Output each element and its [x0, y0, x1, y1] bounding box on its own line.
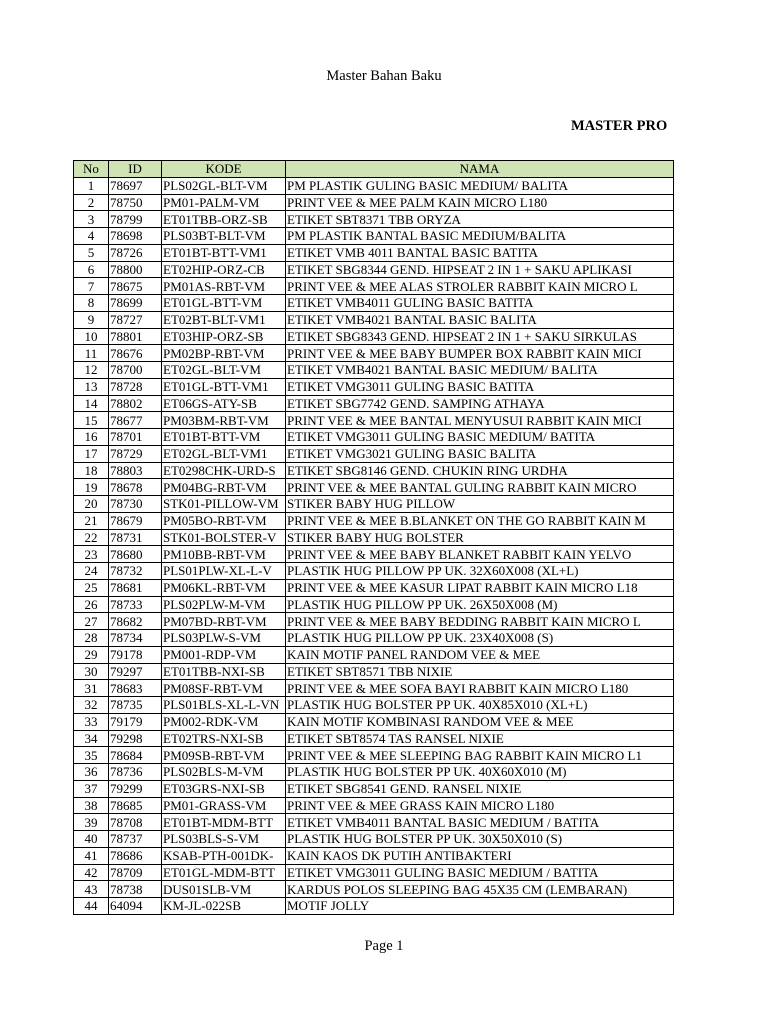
table-row — [74, 680, 674, 697]
cell-id: 78682 — [109, 613, 162, 630]
cell-nama: ETIKET VMG3011 GULING BASIC BATITA — [286, 378, 674, 395]
table-row — [74, 194, 674, 211]
cell-kode: ET02GL-BLT-VM1 — [162, 445, 286, 462]
table-row — [74, 613, 674, 630]
cell-no: 4 — [74, 228, 109, 245]
cell-id: 78684 — [109, 747, 162, 764]
cell-kode: PLS01PLW-XL-L-V — [162, 563, 286, 580]
cell-id: 78802 — [109, 395, 162, 412]
cell-nama: ETIKET VMB4011 GULING BASIC BATITA — [286, 295, 674, 312]
cell-id: 78699 — [109, 295, 162, 312]
cell-no: 19 — [74, 479, 109, 496]
cell-no: 12 — [74, 362, 109, 379]
table-row — [74, 412, 674, 429]
cell-id: 78799 — [109, 211, 162, 228]
cell-kode: PM06KL-RBT-VM — [162, 579, 286, 596]
cell-no: 36 — [74, 764, 109, 781]
cell-nama: PLASTIK HUG BOLSTER PP UK. 40X60X010 (M) — [286, 764, 674, 781]
cell-nama: ETIKET VMB4021 BANTAL BASIC BALITA — [286, 311, 674, 328]
cell-nama: PRINT VEE & MEE BABY BUMPER BOX RABBIT KAIN MICI — [286, 345, 674, 362]
cell-id: 78681 — [109, 579, 162, 596]
table-row — [74, 713, 674, 730]
table-row — [74, 496, 674, 513]
cell-no: 6 — [74, 261, 109, 278]
table-row — [74, 898, 674, 915]
table-row — [74, 228, 674, 245]
cell-no: 26 — [74, 596, 109, 613]
cell-id: 78750 — [109, 194, 162, 211]
table-row — [74, 579, 674, 596]
cell-kode: PLS03PLW-S-VM — [162, 630, 286, 647]
cell-kode: PM01-GRASS-VM — [162, 797, 286, 814]
cell-id: 64094 — [109, 898, 162, 915]
cell-no: 17 — [74, 445, 109, 462]
cell-nama: PLASTIK HUG BOLSTER PP UK. 40X85X010 (XL+L) — [286, 697, 674, 714]
cell-nama: ETIKET SBT8574 TAS RANSEL NIXIE — [286, 730, 674, 747]
cell-id: 79179 — [109, 713, 162, 730]
cell-nama: ETIKET SBG8344 GEND. HIPSEAT 2 IN 1 + SAKU APLIKASI — [286, 261, 674, 278]
table-row — [74, 177, 674, 194]
cell-id: 78738 — [109, 881, 162, 898]
cell-kode: PLS02BLS-M-VM — [162, 764, 286, 781]
cell-no: 29 — [74, 646, 109, 663]
cell-no: 42 — [74, 864, 109, 881]
cell-nama: ETIKET VMB4021 BANTAL BASIC MEDIUM/ BALITA — [286, 362, 674, 379]
cell-nama: ETIKET SBG8343 GEND. HIPSEAT 2 IN 1 + SAKU SIRKULAS — [286, 328, 674, 345]
cell-id: 78678 — [109, 479, 162, 496]
table-row — [74, 747, 674, 764]
cell-kode: PLS03BLS-S-VM — [162, 831, 286, 848]
table-row — [74, 211, 674, 228]
table-row — [74, 847, 674, 864]
cell-kode: STK01-PILLOW-VM — [162, 496, 286, 513]
cell-nama: PLASTIK HUG PILLOW PP UK. 32X60X008 (XL+L) — [286, 563, 674, 580]
cell-nama: PRINT VEE & MEE KASUR LIPAT RABBIT KAIN MICRO L18 — [286, 579, 674, 596]
cell-kode: PM02BP-RBT-VM — [162, 345, 286, 362]
cell-id: 78680 — [109, 546, 162, 563]
cell-no: 34 — [74, 730, 109, 747]
table-row — [74, 563, 674, 580]
header-no: No — [74, 161, 109, 178]
table-row — [74, 529, 674, 546]
cell-id: 78730 — [109, 496, 162, 513]
cell-id: 79298 — [109, 730, 162, 747]
master-table — [73, 160, 674, 915]
cell-no: 33 — [74, 713, 109, 730]
cell-no: 44 — [74, 898, 109, 915]
cell-kode: KM-JL-022SB — [162, 898, 286, 915]
table-row — [74, 512, 674, 529]
cell-nama: ETIKET VMG3021 GULING BASIC BALITA — [286, 445, 674, 462]
cell-no: 25 — [74, 579, 109, 596]
cell-id: 78677 — [109, 412, 162, 429]
cell-id: 78734 — [109, 630, 162, 647]
table-row — [74, 797, 674, 814]
cell-kode: ET01BT-BTT-VM1 — [162, 244, 286, 261]
cell-id: 78729 — [109, 445, 162, 462]
cell-id: 78728 — [109, 378, 162, 395]
cell-id: 79178 — [109, 646, 162, 663]
cell-id: 78679 — [109, 512, 162, 529]
cell-nama: PRINT VEE & MEE B.BLANKET ON THE GO RABBIT KAIN M — [286, 512, 674, 529]
cell-kode: ET02HIP-ORZ-CB — [162, 261, 286, 278]
cell-kode: PM07BD-RBT-VM — [162, 613, 286, 630]
cell-kode: ET02BT-BLT-VM1 — [162, 311, 286, 328]
cell-no: 3 — [74, 211, 109, 228]
table-row — [74, 697, 674, 714]
table-row — [74, 814, 674, 831]
cell-no: 31 — [74, 680, 109, 697]
cell-nama: STIKER BABY HUG BOLSTER — [286, 529, 674, 546]
cell-id: 78683 — [109, 680, 162, 697]
table-body — [74, 177, 674, 914]
cell-no: 15 — [74, 412, 109, 429]
cell-kode: PLS01BLS-XL-L-VN — [162, 697, 286, 714]
cell-nama: PLASTIK HUG BOLSTER PP UK. 30X50X010 (S) — [286, 831, 674, 848]
table-row — [74, 345, 674, 362]
cell-no: 37 — [74, 780, 109, 797]
cell-no: 1 — [74, 177, 109, 194]
cell-nama: ETIKET VMG3011 GULING BASIC MEDIUM/ BATITA — [286, 429, 674, 446]
table-row — [74, 864, 674, 881]
cell-id: 78685 — [109, 797, 162, 814]
cell-no: 39 — [74, 814, 109, 831]
cell-nama: ETIKET SBG7742 GEND. SAMPING ATHAYA — [286, 395, 674, 412]
cell-kode: PM03BM-RBT-VM — [162, 412, 286, 429]
cell-no: 41 — [74, 847, 109, 864]
cell-no: 8 — [74, 295, 109, 312]
cell-nama: ETIKET SBT8571 TBB NIXIE — [286, 663, 674, 680]
cell-kode: ET01TBB-NXI-SB — [162, 663, 286, 680]
cell-id: 78800 — [109, 261, 162, 278]
cell-nama: ETIKET VMG3011 GULING BASIC MEDIUM / BATITA — [286, 864, 674, 881]
cell-kode: ET02GL-BLT-VM — [162, 362, 286, 379]
cell-no: 2 — [74, 194, 109, 211]
cell-no: 28 — [74, 630, 109, 647]
cell-id: 78735 — [109, 697, 162, 714]
cell-id: 79297 — [109, 663, 162, 680]
table-row — [74, 395, 674, 412]
cell-no: 32 — [74, 697, 109, 714]
cell-nama: PRINT VEE & MEE GRASS KAIN MICRO L180 — [286, 797, 674, 814]
cell-kode: ET01TBB-ORZ-SB — [162, 211, 286, 228]
cell-no: 9 — [74, 311, 109, 328]
cell-kode: PLS02GL-BLT-VM — [162, 177, 286, 194]
cell-nama: ETIKET SBG8146 GEND. CHUKIN RING URDHA — [286, 462, 674, 479]
cell-kode: PM09SB-RBT-VM — [162, 747, 286, 764]
table-row — [74, 311, 674, 328]
table-row — [74, 596, 674, 613]
cell-nama: KARDUS POLOS SLEEPING BAG 45X35 CM (LEMBARAN) — [286, 881, 674, 898]
page-footer: Page 1 — [364, 938, 404, 954]
cell-kode: KSAB-PTH-001DK- — [162, 847, 286, 864]
cell-nama: PRINT VEE & MEE ALAS STROLER RABBIT KAIN MICRO L — [286, 278, 674, 295]
cell-no: 11 — [74, 345, 109, 362]
header-nama: NAMA — [286, 161, 674, 178]
cell-nama: STIKER BABY HUG PILLOW — [286, 496, 674, 513]
cell-nama: KAIN KAOS DK PUTIH ANTIBAKTERI — [286, 847, 674, 864]
header-id: ID — [109, 161, 162, 178]
cell-kode: ET03GRS-NXI-SB — [162, 780, 286, 797]
cell-kode: PM04BG-RBT-VM — [162, 479, 286, 496]
table-row — [74, 730, 674, 747]
cell-kode: PM05BO-RBT-VM — [162, 512, 286, 529]
cell-id: 79299 — [109, 780, 162, 797]
cell-id: 78709 — [109, 864, 162, 881]
table-row — [74, 244, 674, 261]
cell-nama: PLASTIK HUG PILLOW PP UK. 23X40X008 (S) — [286, 630, 674, 647]
cell-id: 78737 — [109, 831, 162, 848]
cell-no: 20 — [74, 496, 109, 513]
cell-kode: PLS03BT-BLT-VM — [162, 228, 286, 245]
cell-id: 78686 — [109, 847, 162, 864]
cell-no: 35 — [74, 747, 109, 764]
cell-no: 22 — [74, 529, 109, 546]
cell-nama: PRINT VEE & MEE BANTAL MENYUSUI RABBIT KAIN MICI — [286, 412, 674, 429]
cell-nama: PRINT VEE & MEE BABY BLANKET RABBIT KAIN YELVO — [286, 546, 674, 563]
cell-id: 78803 — [109, 462, 162, 479]
cell-no: 30 — [74, 663, 109, 680]
document-title: Master Bahan Baku — [326, 68, 442, 84]
cell-id: 78698 — [109, 228, 162, 245]
cell-id: 78801 — [109, 328, 162, 345]
cell-kode: DUS01SLB-VM — [162, 881, 286, 898]
table-row — [74, 328, 674, 345]
cell-kode: ET01BT-MDM-BTT — [162, 814, 286, 831]
cell-nama: KAIN MOTIF PANEL RANDOM VEE & MEE — [286, 646, 674, 663]
table-row — [74, 378, 674, 395]
cell-id: 78675 — [109, 278, 162, 295]
header-kode: KODE — [162, 161, 286, 178]
cell-id: 78732 — [109, 563, 162, 580]
cell-id: 78727 — [109, 311, 162, 328]
table-row — [74, 831, 674, 848]
cell-kode: ET01GL-MDM-BTT — [162, 864, 286, 881]
cell-no: 7 — [74, 278, 109, 295]
cell-no: 38 — [74, 797, 109, 814]
cell-nama: MOTIF JOLLY — [286, 898, 674, 915]
table-row — [74, 764, 674, 781]
table-row — [74, 479, 674, 496]
sheet-title: MASTER PRO — [571, 118, 668, 134]
cell-no: 24 — [74, 563, 109, 580]
cell-no: 43 — [74, 881, 109, 898]
table-row — [74, 462, 674, 479]
cell-id: 78736 — [109, 764, 162, 781]
cell-no: 10 — [74, 328, 109, 345]
cell-kode: ET0298CHK-URD-S — [162, 462, 286, 479]
cell-kode: PM001-RDP-VM — [162, 646, 286, 663]
table-row — [74, 261, 674, 278]
cell-nama: KAIN MOTIF KOMBINASI RANDOM VEE & MEE — [286, 713, 674, 730]
cell-id: 78733 — [109, 596, 162, 613]
cell-id: 78708 — [109, 814, 162, 831]
cell-nama: PLASTIK HUG PILLOW PP UK. 26X50X008 (M) — [286, 596, 674, 613]
cell-nama: PRINT VEE & MEE BABY BEDDING RABBIT KAIN MICRO L — [286, 613, 674, 630]
cell-nama: ETIKET SBT8371 TBB ORYZA — [286, 211, 674, 228]
cell-nama: PRINT VEE & MEE SOFA BAYI RABBIT KAIN MICRO L180 — [286, 680, 674, 697]
cell-no: 14 — [74, 395, 109, 412]
table-row — [74, 429, 674, 446]
cell-no: 13 — [74, 378, 109, 395]
table-row — [74, 362, 674, 379]
cell-kode: ET01BT-BTT-VM — [162, 429, 286, 446]
cell-no: 16 — [74, 429, 109, 446]
table-row — [74, 663, 674, 680]
cell-kode: ET06GS-ATY-SB — [162, 395, 286, 412]
cell-nama: ETIKET SBG8541 GEND. RANSEL NIXIE — [286, 780, 674, 797]
table-row — [74, 630, 674, 647]
cell-nama: ETIKET VMB4011 BANTAL BASIC MEDIUM / BATITA — [286, 814, 674, 831]
cell-kode: PM002-RDK-VM — [162, 713, 286, 730]
cell-kode: PLS02PLW-M-VM — [162, 596, 286, 613]
table-row — [74, 546, 674, 563]
table-row — [74, 295, 674, 312]
cell-no: 5 — [74, 244, 109, 261]
cell-id: 78726 — [109, 244, 162, 261]
cell-kode: PM08SF-RBT-VM — [162, 680, 286, 697]
cell-nama: PRINT VEE & MEE BANTAL GULING RABBIT KAIN MICRO — [286, 479, 674, 496]
cell-kode: PM01-PALM-VM — [162, 194, 286, 211]
cell-nama: PM PLASTIK GULING BASIC MEDIUM/ BALITA — [286, 177, 674, 194]
table-row — [74, 881, 674, 898]
cell-id: 78697 — [109, 177, 162, 194]
cell-nama: PRINT VEE & MEE PALM KAIN MICRO L180 — [286, 194, 674, 211]
cell-no: 27 — [74, 613, 109, 630]
cell-no: 40 — [74, 831, 109, 848]
cell-kode: ET03HIP-ORZ-SB — [162, 328, 286, 345]
cell-no: 18 — [74, 462, 109, 479]
cell-nama: PRINT VEE & MEE SLEEPING BAG RABBIT KAIN MICRO L1 — [286, 747, 674, 764]
cell-kode: ET01GL-BTT-VM1 — [162, 378, 286, 395]
table-row — [74, 445, 674, 462]
cell-no: 21 — [74, 512, 109, 529]
cell-kode: ET02TRS-NXI-SB — [162, 730, 286, 747]
cell-kode: PM10BB-RBT-VM — [162, 546, 286, 563]
cell-nama: ETIKET VMB 4011 BANTAL BASIC BATITA — [286, 244, 674, 261]
table-row — [74, 278, 674, 295]
table-row — [74, 646, 674, 663]
cell-no: 23 — [74, 546, 109, 563]
cell-kode: ET01GL-BTT-VM — [162, 295, 286, 312]
table-header-row — [74, 161, 674, 178]
cell-id: 78700 — [109, 362, 162, 379]
cell-kode: STK01-BOLSTER-V — [162, 529, 286, 546]
cell-kode: PM01AS-RBT-VM — [162, 278, 286, 295]
cell-id: 78731 — [109, 529, 162, 546]
cell-id: 78701 — [109, 429, 162, 446]
cell-id: 78676 — [109, 345, 162, 362]
cell-nama: PM PLASTIK BANTAL BASIC MEDIUM/BALITA — [286, 228, 674, 245]
table-row — [74, 780, 674, 797]
